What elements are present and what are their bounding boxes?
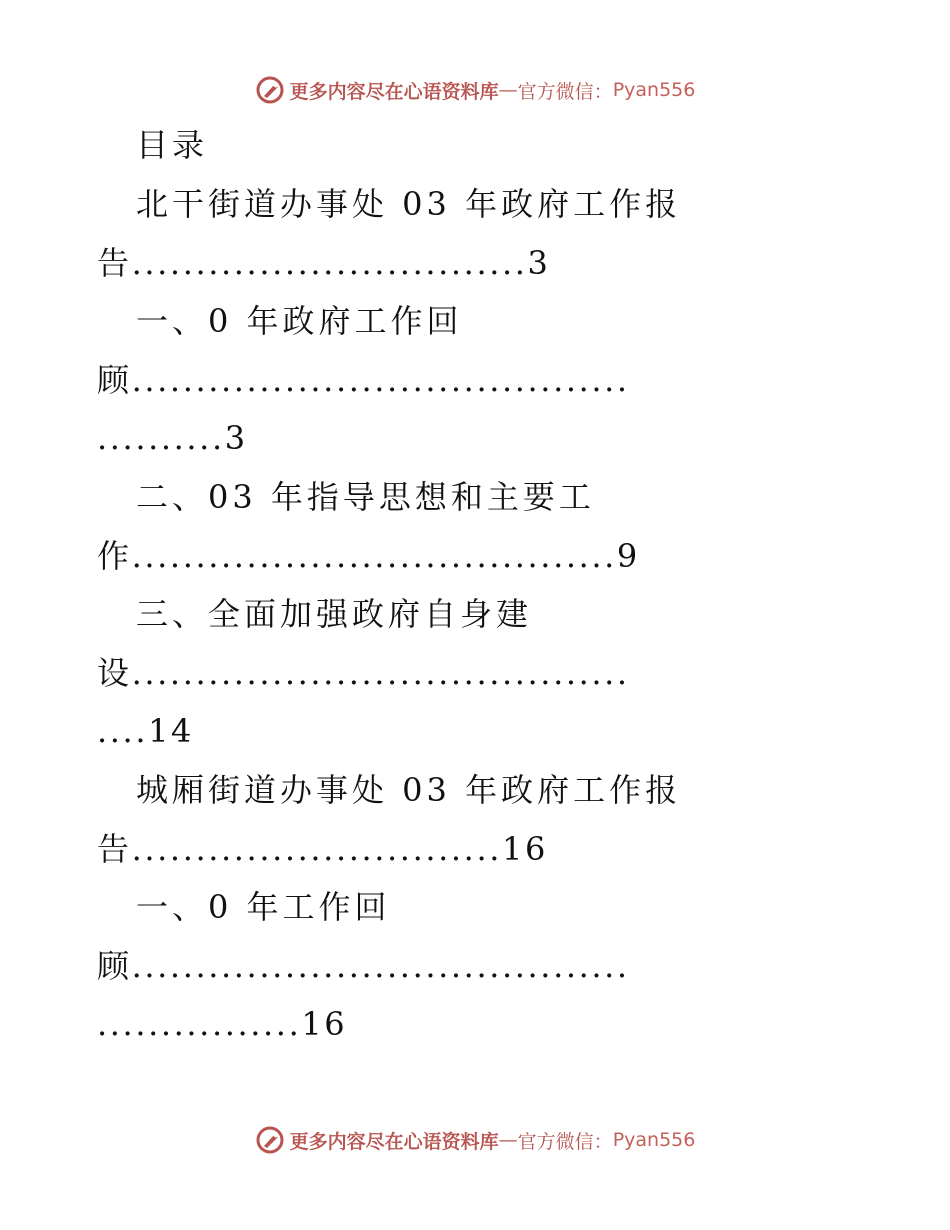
pen-logo-icon: [255, 1125, 285, 1155]
toc-entry-leader: 设.......................................: [97, 654, 630, 692]
watermark-wechat-label: 官方微信：: [517, 80, 613, 103]
watermark-wechat-label: 官方微信：: [517, 1130, 613, 1153]
toc-entry-title: 一、0 年工作回: [136, 888, 391, 926]
watermark-wechat-id: Pyan556: [612, 1129, 696, 1151]
toc-entry-leader: ................16: [97, 1005, 348, 1043]
toc-entry-leader: 告.............................16: [97, 830, 548, 868]
toc-entry-leader: 顾.......................................: [97, 361, 630, 399]
watermark-footer: [0, 1120, 950, 1160]
pen-logo-icon: [255, 75, 285, 105]
toc-entry-title: 城厢街道办事处 03 年政府工作报: [136, 771, 682, 809]
toc-entry-title: 二、03 年指导思想和主要工: [136, 478, 595, 516]
toc-heading: 目录: [136, 126, 209, 164]
toc-entry-leader: 作......................................9: [97, 537, 640, 575]
toc-entry-title: 一、0 年政府工作回: [136, 302, 463, 340]
watermark-main-text: 更多内容尽在心语资料库: [289, 80, 499, 103]
watermark-separator: —: [498, 79, 518, 101]
toc-entry-title: 三、全面加强政府自身建: [136, 595, 533, 633]
toc-entry-leader: 顾.......................................: [97, 947, 630, 985]
toc-entry-leader: 告...............................3: [97, 244, 551, 282]
watermark-main-text: 更多内容尽在心语资料库: [289, 1130, 499, 1153]
watermark-header: [0, 70, 950, 110]
watermark-wechat-id: Pyan556: [612, 79, 696, 101]
toc-entry-leader: ..........3: [97, 419, 248, 457]
watermark-separator: —: [498, 1129, 518, 1151]
toc-entry-leader: ....14: [97, 712, 195, 750]
toc-entry-title: 北干街道办事处 03 年政府工作报: [136, 185, 682, 223]
